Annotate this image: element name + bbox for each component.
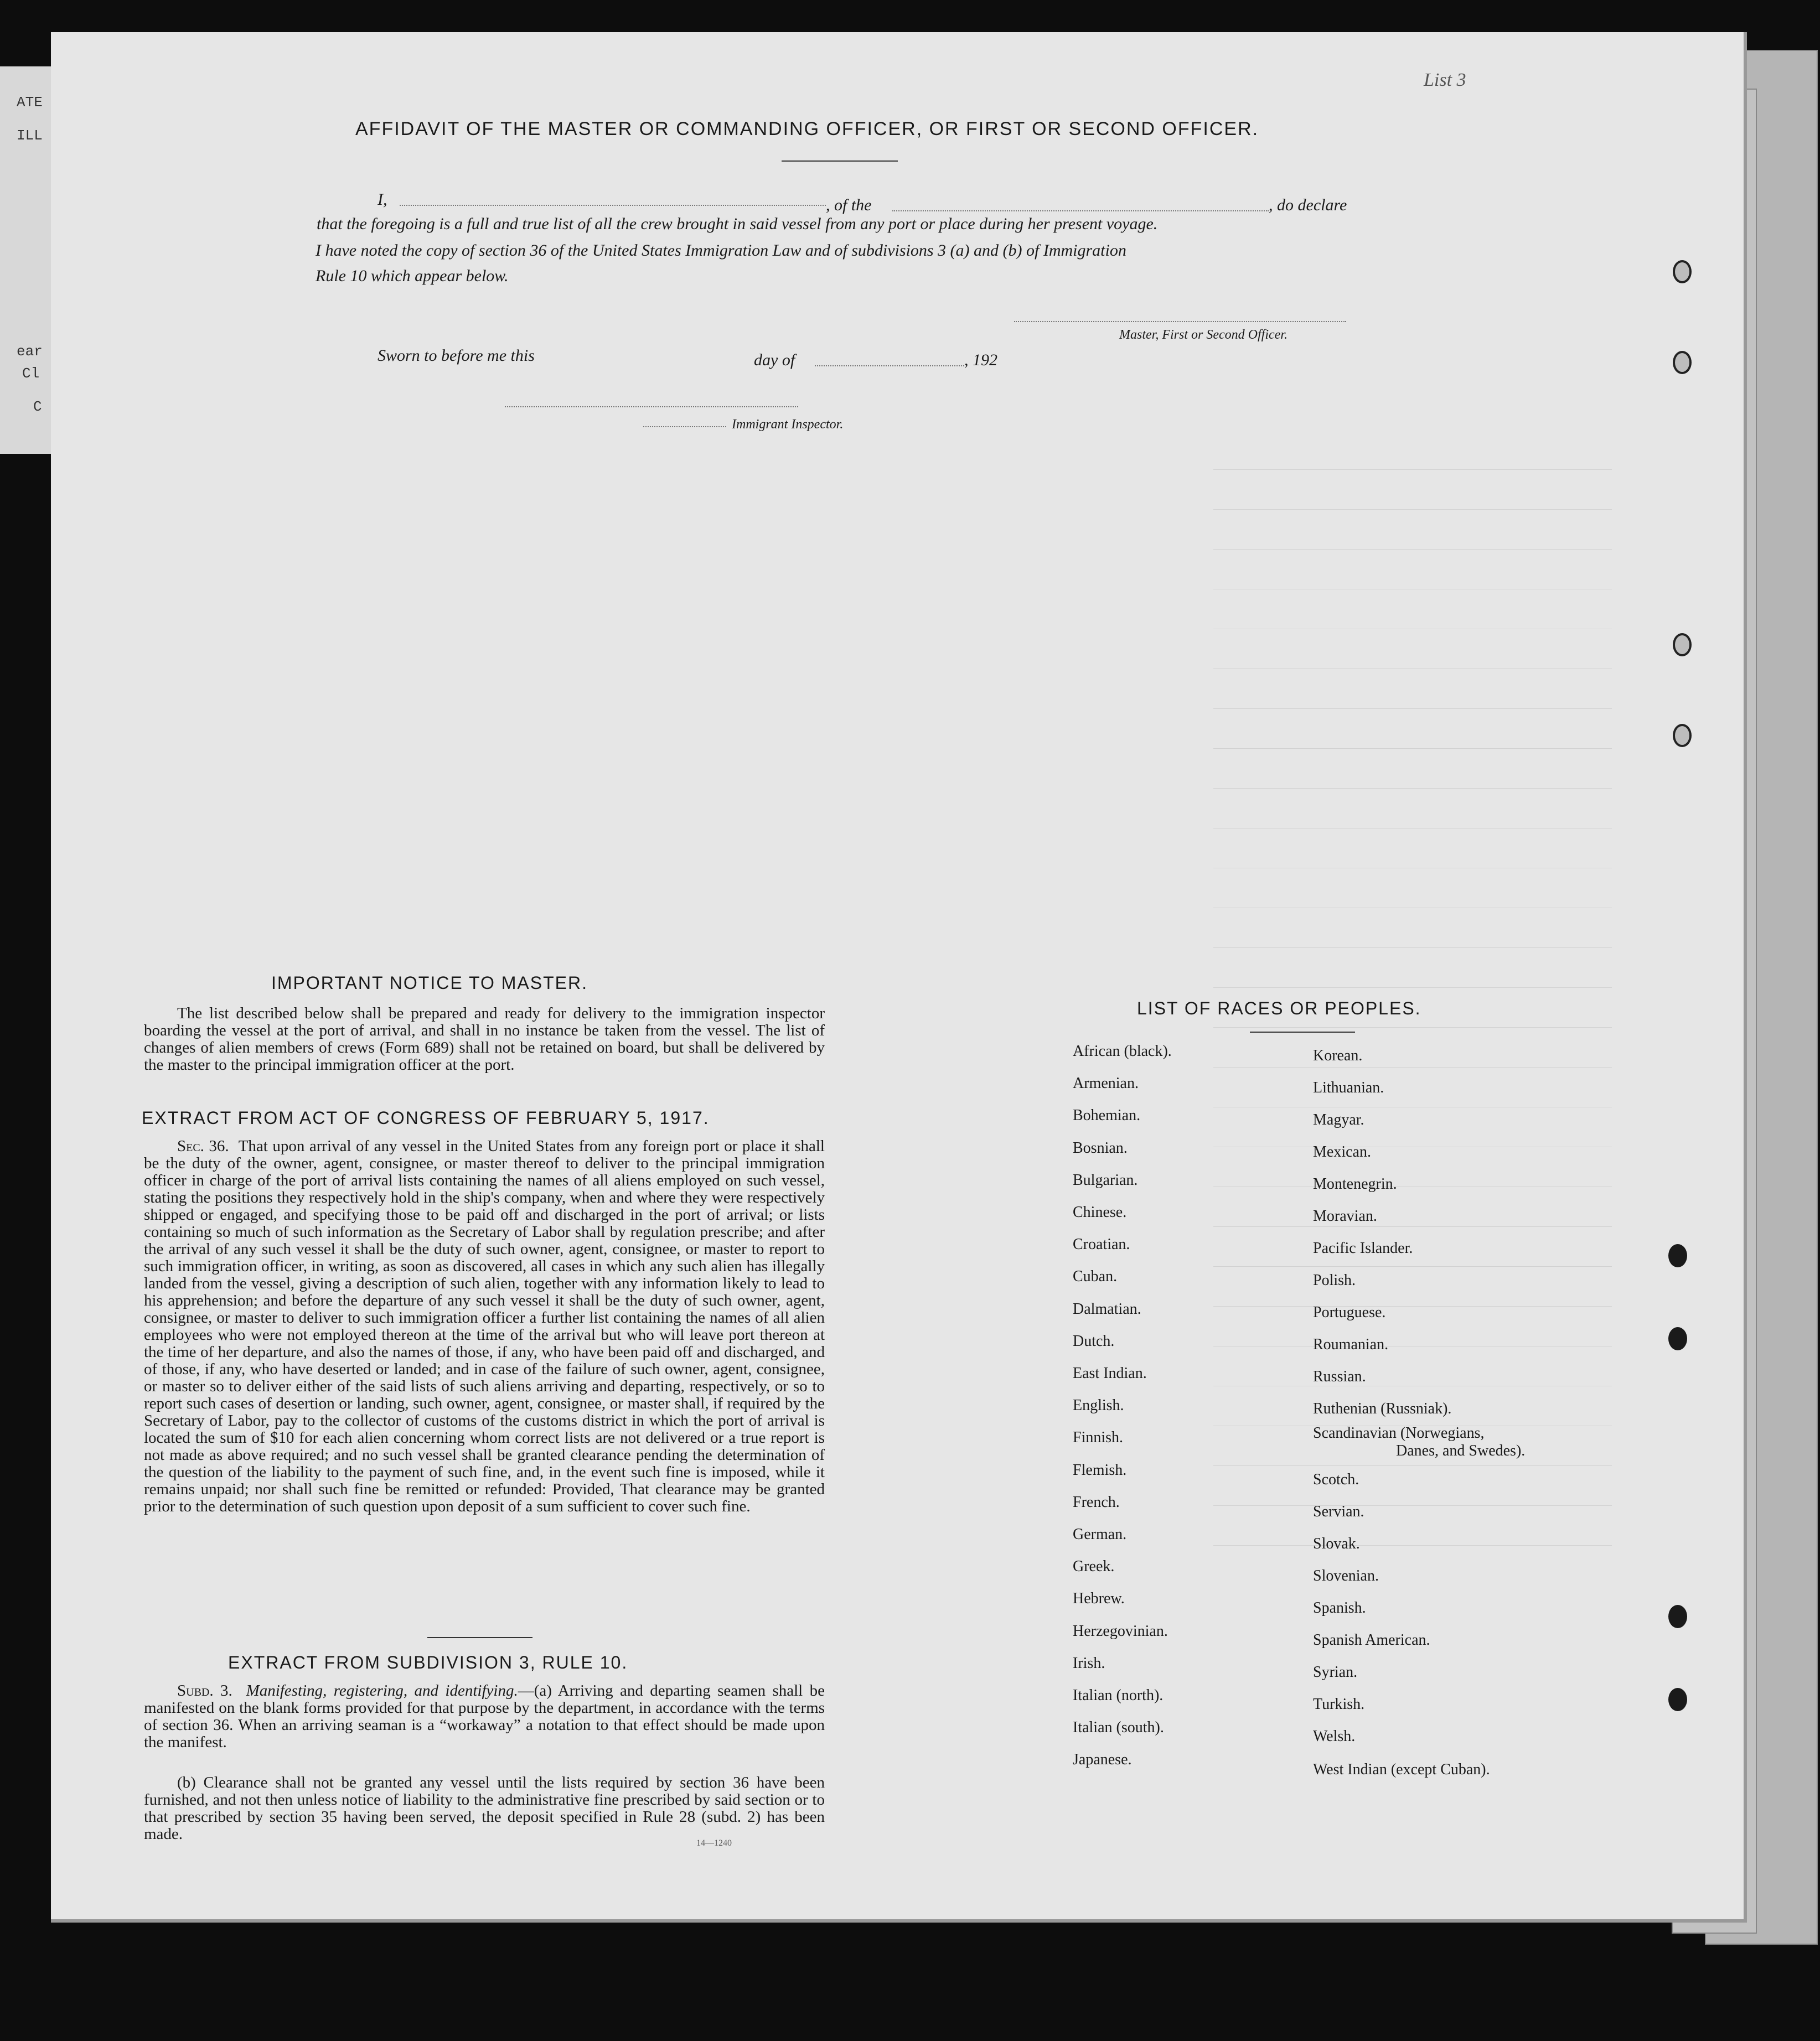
bleed-through-row <box>1213 891 1612 908</box>
subdivision-text: —(a) Arriving and departing seamen shall be manifested on the blank forms provided for that purpose by the department, in accordance with the terms of section 36. When an arriving seaman is a “workaway” a notation to that effect should be made upon the manifest. <box>144 1682 825 1751</box>
document-page <box>51 32 1747 1923</box>
inspector-label: Immigrant Inspector. <box>732 417 844 432</box>
rule-extract-text-a <box>144 1682 825 1751</box>
section-label: Sec. 36. <box>177 1137 229 1155</box>
affidavit-of-the: , of the <box>826 196 872 214</box>
bleed-through-row <box>1213 851 1612 868</box>
affidavit-line: that the foregoing is a full and true list of all the crew brought in said vessel from any port or place during her present voyage. <box>317 215 1158 233</box>
affidavit-declare: , do declare <box>1269 196 1347 214</box>
strip-text: ILL <box>17 127 43 144</box>
race-item: Syrian. <box>1313 1664 1358 1681</box>
race-item: Bohemian. <box>1073 1107 1141 1125</box>
affidavit-i: I, <box>378 190 387 209</box>
race-item: French. <box>1073 1493 1120 1511</box>
inspector-signature-line <box>643 426 726 427</box>
rule-extract-text-b: (b) Clearance shall not be granted any vessel until the lists required by section 36 have been furnished, and not then unless notice of liability to the administrative fine prescribed by said section or to that prescribed by section 35 having been served, the deposit specified in Rule 28 (subd. 2) has been made. <box>144 1774 825 1843</box>
year-text: , 192 <box>964 351 997 369</box>
bleed-through-row <box>1213 1529 1612 1546</box>
race-item: Greek. <box>1073 1558 1115 1576</box>
race-item: Servian. <box>1313 1503 1364 1520</box>
race-item: Turkish. <box>1313 1696 1365 1713</box>
act-extract-title: EXTRACT FROM ACT OF CONGRESS OF FEBRUARY 5, 1917. <box>142 1108 710 1128</box>
affidavit-title: AFFIDAVIT OF THE MASTER OR COMMANDING OFFICER, OR FIRST OR SECOND OFFICER. <box>355 118 1259 139</box>
race-item: Moravian. <box>1313 1208 1377 1225</box>
race-item: Irish. <box>1073 1654 1105 1672</box>
strip-text: Cl <box>22 365 40 382</box>
day-of-text: day of <box>754 351 795 369</box>
act-extract-text <box>144 1138 825 1515</box>
punch-hole-icon <box>1673 724 1692 747</box>
race-item: Roumanian. <box>1313 1336 1389 1353</box>
vessel-blank <box>892 210 1269 211</box>
races-title: LIST OF RACES OR PEOPLES. <box>1137 998 1421 1018</box>
race-item: Bulgarian. <box>1073 1171 1138 1189</box>
bleed-through-row <box>1213 931 1612 948</box>
race-item: Russian. <box>1313 1368 1366 1385</box>
bleed-through-row <box>1213 612 1612 629</box>
race-item: Spanish American. <box>1313 1631 1430 1649</box>
affidavit-line: I have noted the copy of section 36 of the United States Immigration Law and of subdivisions 3 (a) and (b) of Immigration <box>316 241 1126 260</box>
form-number: 14—1240 <box>696 1838 732 1848</box>
race-item: German. <box>1073 1526 1127 1543</box>
punch-hole-icon <box>1668 1688 1687 1711</box>
race-item: Bosnian. <box>1073 1139 1128 1157</box>
bleed-through-row <box>1213 1050 1612 1068</box>
bleed-through-row <box>1213 453 1612 470</box>
race-item: Montenegrin. <box>1313 1175 1397 1193</box>
race-item: Chinese. <box>1073 1204 1127 1221</box>
bleed-through-row <box>1213 532 1612 550</box>
race-item: Flemish. <box>1073 1461 1127 1479</box>
bleed-through-row <box>1213 771 1612 789</box>
bleed-through-row <box>1213 1130 1612 1147</box>
race-item: African (black). <box>1073 1043 1172 1060</box>
race-item: Magyar. <box>1313 1111 1364 1128</box>
race-item: Portuguese. <box>1313 1304 1386 1321</box>
adjacent-page-strip <box>0 66 51 454</box>
race-item: Italian (south). <box>1073 1719 1164 1737</box>
race-item: Dalmatian. <box>1073 1300 1141 1318</box>
punch-hole-icon <box>1673 260 1692 283</box>
bleed-through-row <box>1213 811 1612 828</box>
bleed-through-row <box>1213 1289 1612 1307</box>
divider <box>1250 1032 1355 1033</box>
bleed-through-row <box>1213 493 1612 510</box>
signature-label: Master, First or Second Officer. <box>1119 328 1288 342</box>
name-blank <box>400 205 826 206</box>
subdivision-label: Subd. 3. <box>177 1682 232 1700</box>
race-item: Herzegovinian. <box>1073 1622 1168 1640</box>
race-item: Polish. <box>1313 1272 1356 1289</box>
bleed-through-row <box>1213 1090 1612 1107</box>
race-item: Korean. <box>1313 1047 1363 1064</box>
race-item: Scandinavian (Norwegians, <box>1313 1424 1485 1442</box>
bleed-through-row <box>1213 732 1612 749</box>
inspector-signature-line <box>505 406 798 407</box>
sworn-text: Sworn to before me this <box>378 346 535 365</box>
handwritten-note: List 3 <box>1424 70 1466 90</box>
bleed-through-row <box>1213 652 1612 669</box>
divider <box>782 160 898 162</box>
subdivision-heading: Manifesting, registering, and identifying. <box>246 1682 518 1700</box>
race-item: Slovenian. <box>1313 1567 1379 1584</box>
race-item: Croatian. <box>1073 1236 1130 1253</box>
punch-hole-icon <box>1673 633 1692 656</box>
affidavit-line: Rule 10 which appear below. <box>316 267 509 285</box>
strip-text: ear <box>17 343 43 360</box>
race-item: Hebrew. <box>1073 1590 1125 1608</box>
notice-title: IMPORTANT NOTICE TO MASTER. <box>271 973 588 993</box>
race-item: Finnish. <box>1073 1429 1124 1447</box>
section-text: That upon arrival of any vessel in the United States from any foreign port or place it shall be the duty of the owner, agent, consignee, or master thereof to deliver to the principal immigration officer in charge of the port of arrival lists containing the names of all aliens employed on such vessel, stating the positions they respectively hold in the ship's company, when and where they were respectively shipped or engaged, and specifying those to be paid off and discharged in the port of arrival; or lists containing so much of such information as the Secretary of Labor shall by regulation prescribe; and after the arrival of any such vessel it shall be the duty of such owner, agent, consignee, or master to report to such immigration officer, in writing, as soon as discovered, all cases in which any such alien has illegally landed from the vessel, giving a description of such alien, together with any information likely to lead to his apprehension; and before the departure of any such vessel it shall be the duty of such owner, agent, consignee, or master to deliver to such immigration officer a further list containing the names of all alien employees who were not employed thereon at the time of the arrival but who will leave port thereon at the time of her departure, and also the names of those, if any, who have been paid off and discharged, and of those, if any, who have deserted or landed; and in case of the failure of such owner, agent, consignee, or master so to deliver either of the said lists of such aliens arriving and departing, respectively, or so to report such cases of desertion or landing, such owner, agent, consignee, or master shall, if required by the Secretary of Labor, pay to the collector of customs of the customs district in which the port of arrival is located the sum of $10 for each alien concerning whom correct lists are not delivered or a true report is not made as above required; and no such vessel shall be granted clearance pending the determination of the question of the liability to the payment of such fine, and, in the event such fine is imposed, while it remains unpaid; nor shall such fine be remitted or refunded: Provided, That clearance may be granted prior to the determination of such question upon deposit of a sum sufficient to cover such fine. <box>144 1137 825 1515</box>
race-item: Mexican. <box>1313 1143 1371 1161</box>
race-item: Ruthenian (Russniak). <box>1313 1400 1452 1417</box>
race-item: English. <box>1073 1397 1124 1415</box>
bleed-through-row <box>1213 572 1612 589</box>
notice-text: The list described below shall be prepared and ready for delivery to the immigration inspector boarding the vessel at the port of arrival, and shall in no instance be taken from the vessel. The list of changes of alien members of crews (Form 689) shall not be retained on board, but shall be delivered by the master to the principal immigration officer at the port. <box>144 1004 825 1074</box>
punch-hole-icon <box>1668 1605 1687 1628</box>
race-item: Welsh. <box>1313 1728 1356 1745</box>
race-item: Slovak. <box>1313 1535 1360 1552</box>
bleed-through-row <box>1213 1170 1612 1187</box>
strip-text: C <box>33 398 42 415</box>
race-item: West Indian (except Cuban). <box>1313 1761 1490 1778</box>
race-item: Danes, and Swedes). <box>1396 1442 1526 1459</box>
bleed-through-row <box>1213 971 1612 988</box>
race-item: East Indian. <box>1073 1365 1147 1382</box>
bleed-through-row <box>1213 692 1612 709</box>
race-item: Pacific Islander. <box>1313 1240 1413 1257</box>
race-item: Armenian. <box>1073 1075 1139 1092</box>
divider <box>427 1637 532 1638</box>
bleed-through-row <box>1213 1329 1612 1346</box>
race-item: Spanish. <box>1313 1599 1366 1617</box>
punch-hole-icon <box>1673 351 1692 374</box>
bleed-through-row <box>1213 1369 1612 1386</box>
race-item: Lithuanian. <box>1313 1079 1384 1096</box>
race-item: Dutch. <box>1073 1332 1115 1350</box>
signature-line <box>1014 321 1346 322</box>
punch-hole-icon <box>1668 1244 1687 1267</box>
race-item: Scotch. <box>1313 1471 1359 1488</box>
race-item: Italian (north). <box>1073 1687 1164 1704</box>
punch-hole-icon <box>1668 1327 1687 1350</box>
strip-text: ATE <box>17 94 43 111</box>
bleed-through-row <box>1213 1489 1612 1506</box>
bleed-through-row <box>1213 1210 1612 1227</box>
race-item: Cuban. <box>1073 1268 1118 1286</box>
rule-extract-title: EXTRACT FROM SUBDIVISION 3, RULE 10. <box>228 1653 628 1672</box>
day-blank <box>815 365 964 366</box>
race-item: Japanese. <box>1073 1751 1132 1769</box>
